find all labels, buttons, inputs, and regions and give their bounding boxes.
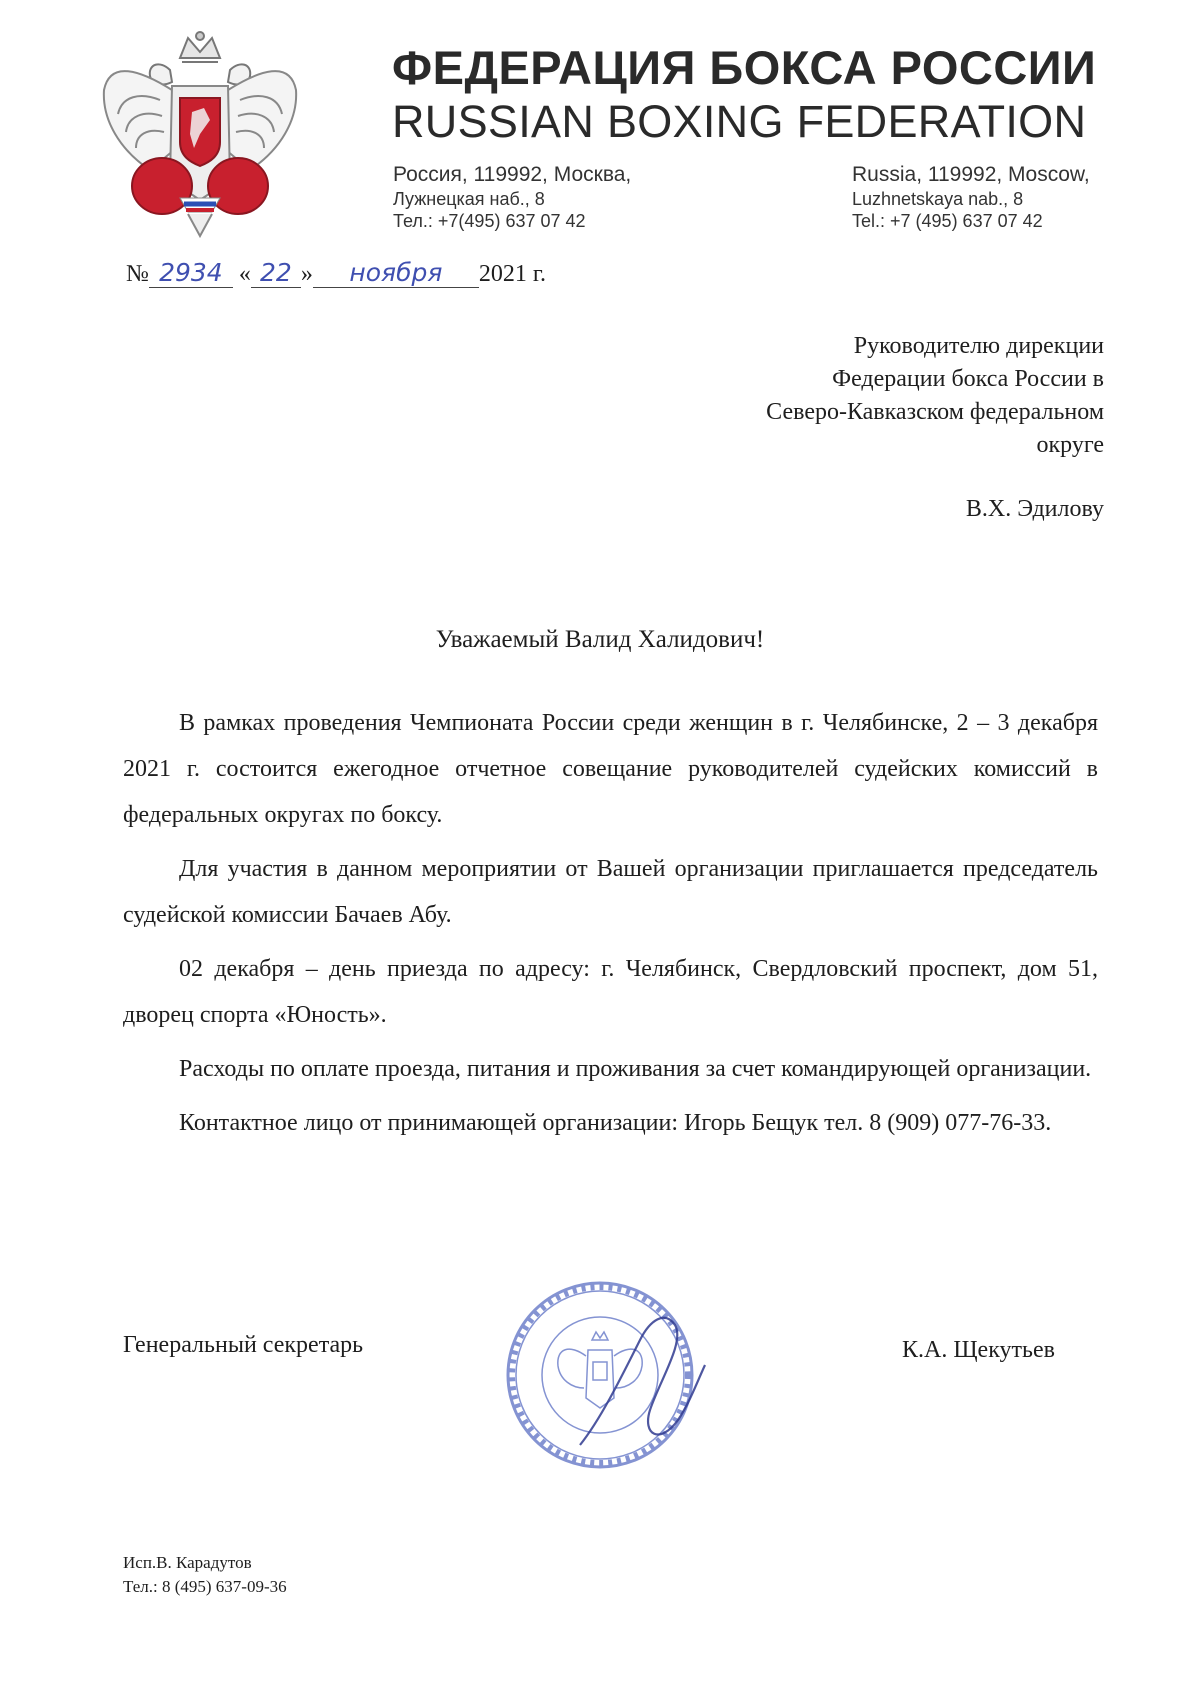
address-ru-line3: Тел.: +7(495) 637 07 42 <box>393 211 586 231</box>
executor-block <box>123 1551 287 1599</box>
body-paragraph: Расходы по оплате проезда, питания и проживания за счет командирующей организации. <box>179 1056 1092 1082</box>
address-ru-line2: Лужнецкая наб., 8 <box>393 189 545 209</box>
day-open-quote: « <box>238 261 251 287</box>
address-ru <box>393 162 631 232</box>
body-paragraph: 02 декабря – день приезда по адресу: г. Челябинск, Свердловский проспект, дом 51, дворец спорта «Юность». <box>123 956 1098 1028</box>
registration-year: 2021 г. <box>478 261 547 287</box>
address-en-line1: Russia, 119992, Moscow, <box>852 163 1090 186</box>
handwritten-number: 2934 <box>149 258 233 288</box>
body-paragraph: Для участия в данном мероприятии от Вашей организации приглашается председатель судейской комиссии Бачаев Абу. <box>123 856 1098 928</box>
address-en-line3: Tel.: +7 (495) 637 07 42 <box>852 211 1043 231</box>
executor-name: Исп.В. Карадутов <box>123 1553 252 1572</box>
letter-body <box>123 700 1098 1154</box>
handwritten-month: ноября <box>313 258 479 288</box>
addressee-line: Северо-Кавказском федеральном <box>766 399 1104 425</box>
addressee-line: Федерации бокса России в <box>832 366 1104 392</box>
federation-emblem-icon <box>100 30 300 240</box>
body-paragraph: В рамках проведения Чемпионата России среди женщин в г. Челябинске, 2 – 3 декабря 2021 г. состоится ежегодное отчетное совещание руководителей судейских комиссий в федеральных округах по боксу. <box>123 710 1098 828</box>
org-name-en: RUSSIAN BOXING FEDERATION <box>392 96 1087 147</box>
body-paragraph: Контактное лицо от принимающей организации: Игорь Бещук тел. 8 (909) 077-76-33. <box>179 1110 1052 1136</box>
addressee-name: В.Х. Эдилову <box>965 496 1104 522</box>
registration-line <box>126 258 546 290</box>
number-prefix: № <box>126 261 149 287</box>
address-en <box>852 162 1090 232</box>
addressee-block <box>766 330 1104 462</box>
day-close-quote: » <box>300 261 313 287</box>
signatory-name: К.А. Щекутьев <box>902 1337 1055 1363</box>
org-name-ru: ФЕДЕРАЦИЯ БОКСА РОССИИ <box>392 41 1097 94</box>
signatory-title: Генеральный секретарь <box>123 1332 364 1358</box>
handwritten-day: 22 <box>251 258 301 288</box>
address-ru-line1: Россия, 119992, Москва, <box>393 163 632 186</box>
addressee-line: Руководителю дирекции <box>853 333 1104 359</box>
official-seal-icon <box>500 1270 715 1480</box>
executor-phone: Тел.: 8 (495) 637-09-36 <box>123 1577 287 1596</box>
addressee-line: округе <box>1036 432 1104 458</box>
salutation: Уважаемый Валид Халидович! <box>435 626 765 653</box>
address-en-line2: Luzhnetskaya nab., 8 <box>852 189 1024 209</box>
